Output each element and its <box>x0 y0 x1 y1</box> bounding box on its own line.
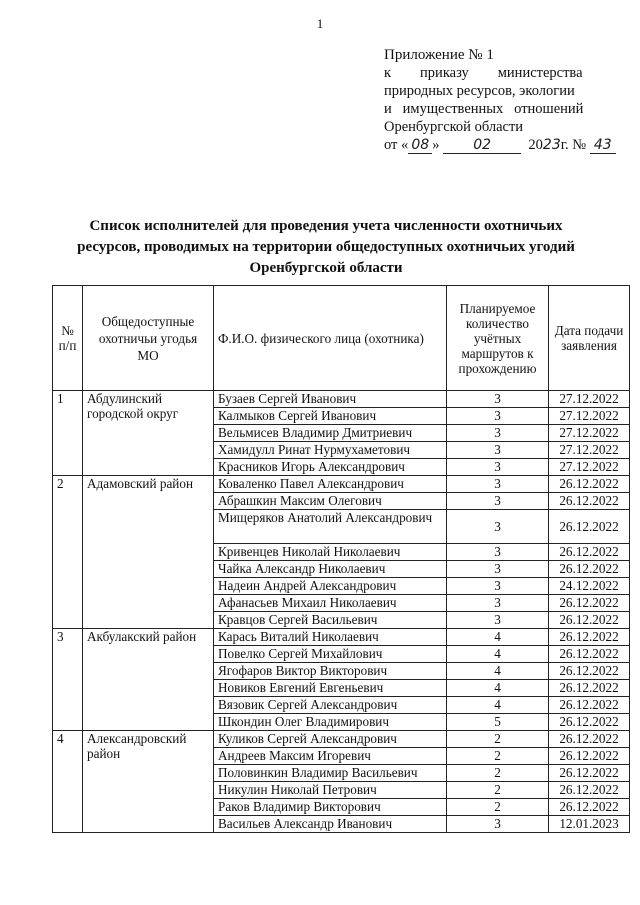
application-date: 27.12.2022 <box>549 459 630 476</box>
date-month: 02 <box>443 138 521 154</box>
hunter-name: Кравцов Сергей Васильевич <box>214 612 447 629</box>
routes-count: 3 <box>447 544 549 561</box>
routes-count: 3 <box>447 816 549 833</box>
annex-line-3: и имущественных отношений <box>384 101 584 117</box>
hunter-name: Хамидулл Ринат Нурмухаметович <box>214 442 447 459</box>
group-number: 4 <box>53 731 83 833</box>
routes-count: 3 <box>447 493 549 510</box>
header-date: Дата подачи заявления <box>549 286 630 391</box>
application-date: 26.12.2022 <box>549 646 630 663</box>
application-date: 26.12.2022 <box>549 612 630 629</box>
hunter-name: Никулин Николай Петрович <box>214 782 447 799</box>
hunter-name: Раков Владимир Викторович <box>214 799 447 816</box>
annex-line-2: природных ресурсов, экологии <box>384 83 575 99</box>
routes-count: 3 <box>447 476 549 493</box>
routes-count: 3 <box>447 561 549 578</box>
date-day: 08 <box>408 138 432 154</box>
routes-count: 4 <box>447 646 549 663</box>
table-header-row <box>53 286 630 391</box>
header-fio: Ф.И.О. физического лица (охотника) <box>214 286 447 391</box>
routes-count: 4 <box>447 663 549 680</box>
routes-count: 2 <box>447 799 549 816</box>
routes-count: 3 <box>447 391 549 408</box>
routes-count: 2 <box>447 748 549 765</box>
annex-block <box>384 46 612 154</box>
application-date: 26.12.2022 <box>549 663 630 680</box>
hunter-name: Карась Виталий Николаевич <box>214 629 447 646</box>
table-row <box>53 731 630 748</box>
hunter-name: Вельмисев Владимир Дмитриевич <box>214 425 447 442</box>
application-date: 26.12.2022 <box>549 714 630 731</box>
application-date: 27.12.2022 <box>549 442 630 459</box>
header-area: Общедоступные охотничьи угодья МО <box>83 286 214 391</box>
date-mid: » <box>432 137 444 153</box>
application-date: 26.12.2022 <box>549 510 630 544</box>
group-area: Акбулакский район <box>83 629 214 731</box>
table-row <box>53 391 630 408</box>
routes-count: 3 <box>447 425 549 442</box>
routes-count: 3 <box>447 612 549 629</box>
date-number-prefix: г. № <box>560 137 590 153</box>
header-num: № п/п <box>53 286 83 391</box>
date-year-suffix: 23 <box>542 137 561 153</box>
hunter-name: Абрашкин Максим Олегович <box>214 493 447 510</box>
routes-count: 3 <box>447 578 549 595</box>
hunter-name: Васильев Александр Иванович <box>214 816 447 833</box>
group-number: 3 <box>53 629 83 731</box>
routes-count: 3 <box>447 408 549 425</box>
routes-count: 3 <box>447 459 549 476</box>
page-number: 1 <box>316 16 324 31</box>
routes-count: 3 <box>447 510 549 544</box>
annex-title: Приложение № 1 <box>384 47 494 63</box>
routes-count: 3 <box>447 442 549 459</box>
date-number: 43 <box>590 138 616 154</box>
hunter-name: Повелко Сергей Михайлович <box>214 646 447 663</box>
hunter-name: Мищеряков Анатолий Александрович <box>214 510 447 544</box>
routes-count: 3 <box>447 595 549 612</box>
hunter-name: Андреев Максим Игоревич <box>214 748 447 765</box>
routes-count: 5 <box>447 714 549 731</box>
application-date: 26.12.2022 <box>549 493 630 510</box>
annex-line-4: Оренбургской области <box>384 119 524 135</box>
date-year-prefix: 20 <box>521 137 543 153</box>
table-body <box>53 391 630 833</box>
application-date: 26.12.2022 <box>549 697 630 714</box>
application-date: 24.12.2022 <box>549 578 630 595</box>
application-date: 26.12.2022 <box>549 748 630 765</box>
hunter-name: Куликов Сергей Александрович <box>214 731 447 748</box>
group-number: 2 <box>53 476 83 629</box>
date-prefix: от « <box>384 137 409 153</box>
application-date: 26.12.2022 <box>549 782 630 799</box>
routes-count: 2 <box>447 782 549 799</box>
annex-line-1: к приказу министерства <box>384 65 583 81</box>
application-date: 27.12.2022 <box>549 425 630 442</box>
hunter-name: Половинкин Владимир Васильевич <box>214 765 447 782</box>
hunter-name: Надеин Андрей Александрович <box>214 578 447 595</box>
application-date: 26.12.2022 <box>549 476 630 493</box>
hunter-name: Красников Игорь Александрович <box>214 459 447 476</box>
table-row <box>53 629 630 646</box>
hunter-name: Калмыков Сергей Иванович <box>214 408 447 425</box>
application-date: 26.12.2022 <box>549 765 630 782</box>
group-area: Адамовский район <box>83 476 214 629</box>
application-date: 27.12.2022 <box>549 391 630 408</box>
document-heading: Список исполнителей для проведения учета численности охотничьих ресурсов, проводимых на территории общедоступных охотничьих угодий Оренбургской области <box>77 218 575 276</box>
application-date: 26.12.2022 <box>549 595 630 612</box>
application-date: 26.12.2022 <box>549 731 630 748</box>
routes-count: 2 <box>447 765 549 782</box>
routes-count: 4 <box>447 697 549 714</box>
hunter-name: Афанасьев Михаил Николаевич <box>214 595 447 612</box>
application-date: 12.01.2023 <box>549 816 630 833</box>
application-date: 26.12.2022 <box>549 799 630 816</box>
group-area: Абдулинский городской округ <box>83 391 214 476</box>
application-date: 26.12.2022 <box>549 561 630 578</box>
application-date: 27.12.2022 <box>549 408 630 425</box>
header-routes: Планируемое количество учётных маршрутов к прохождению <box>447 286 549 391</box>
hunter-name: Шкондин Олег Владимирович <box>214 714 447 731</box>
table-row <box>53 476 630 493</box>
application-date: 26.12.2022 <box>549 629 630 646</box>
hunter-name: Коваленко Павел Александрович <box>214 476 447 493</box>
hunter-name: Кривенцев Николай Николаевич <box>214 544 447 561</box>
hunter-name: Ягофаров Виктор Викторович <box>214 663 447 680</box>
group-area: Александровский район <box>83 731 214 833</box>
application-date: 26.12.2022 <box>549 680 630 697</box>
hunter-name: Вязовик Сергей Александрович <box>214 697 447 714</box>
hunters-table <box>52 285 630 833</box>
routes-count: 4 <box>447 680 549 697</box>
hunter-name: Новиков Евгений Евгеньевич <box>214 680 447 697</box>
group-number: 1 <box>53 391 83 476</box>
hunter-name: Чайка Александр Николаевич <box>214 561 447 578</box>
annex-date-line <box>384 136 612 154</box>
application-date: 26.12.2022 <box>549 544 630 561</box>
routes-count: 4 <box>447 629 549 646</box>
hunter-name: Бузаев Сергей Иванович <box>214 391 447 408</box>
routes-count: 2 <box>447 731 549 748</box>
